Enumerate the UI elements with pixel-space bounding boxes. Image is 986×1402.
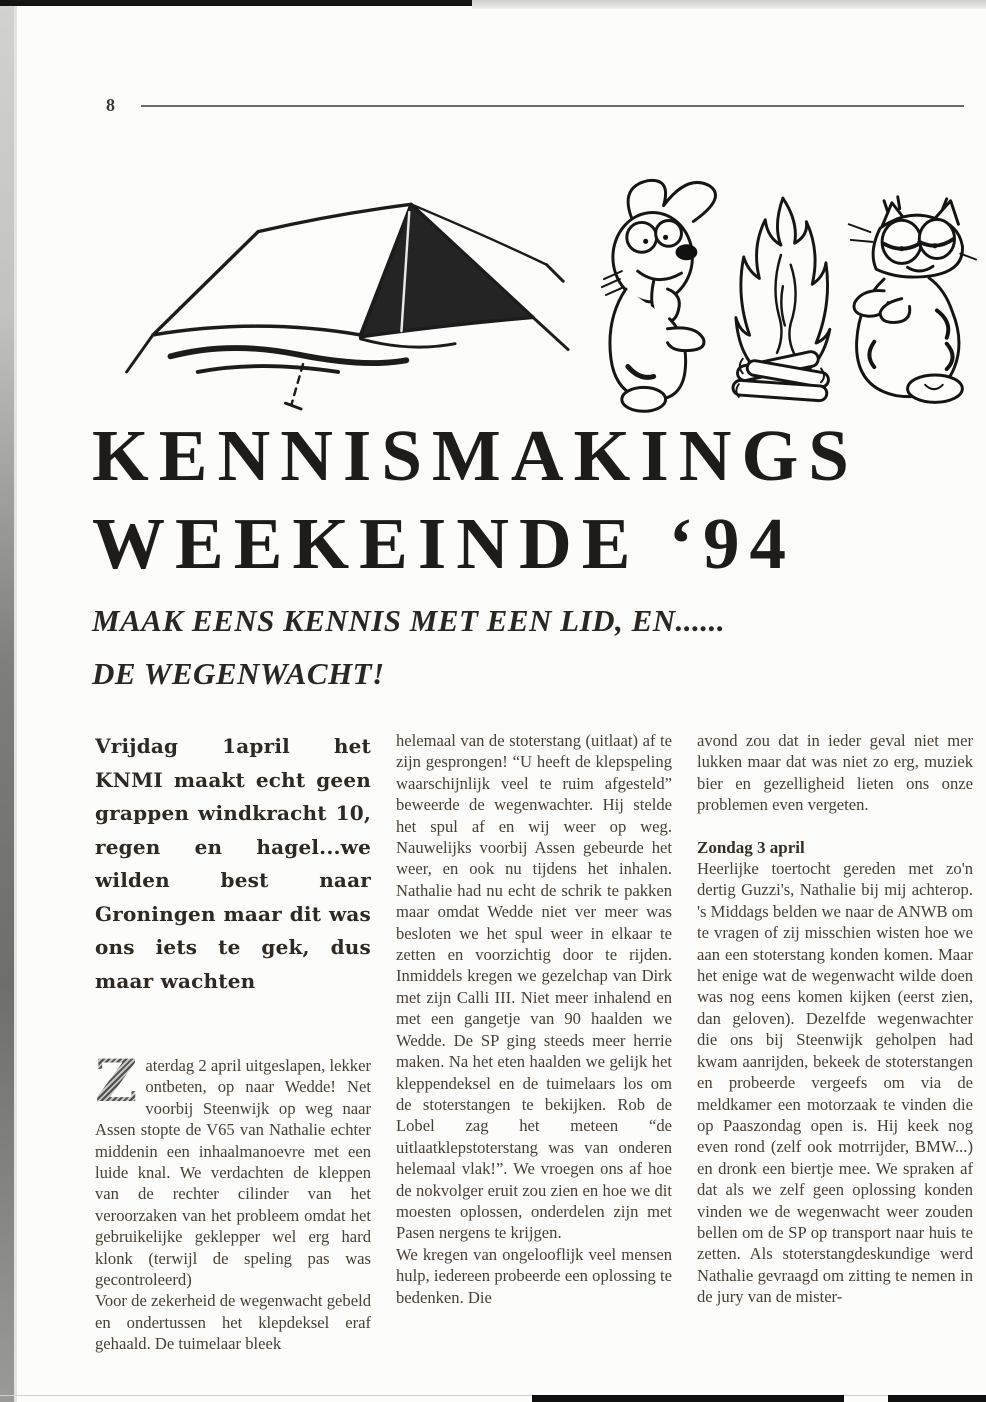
- lead-paragraph: Vrijdag 1april het KNMI maakt echt geen grappen windkracht 10, regen en hagel...we wilden best naar Groningen maar dit was ons iets te gek, dus maar wachten: [95, 734, 371, 993]
- next-page-photo-edge-right: [888, 1395, 986, 1402]
- next-page-photo-edge-left: [532, 1395, 844, 1402]
- column-1: [95, 730, 371, 1385]
- paragraph: Voor de zekerheid de wegenwacht gebeld en ondertussen het klepdeksel eraf gehaald. De tuimelaar bleek: [95, 1291, 371, 1354]
- paragraph: helemaal van de stoterstang (uitlaat) af te zijn gesprongen! “U heeft de klepspeling waarschijnlijk veel te ruim afgesteld” beweerde de wegenwachter. Hij stelde het spul af en wij weer op weg. Nauwelijks voorbij Assen gebeurde het weer, en ook nu tijdens het inhalen. Nathalie had nu echt de schrik te pakken maar omdat Wedde niet ver meer was besloten we het spul weer in elkaar te zetten en voorzichtig door te rijden. Inmiddels kregen we gezelchap van Dirk met zijn Calli III. Niet meer inhalend en met een gangetje van 90 haalden we Wedde. De SP ging steeds meer herrie maken. Na het eten haalden we gelijk het kleppendeksel en de tuimelaars los om de stoterstangen te bekijken. Rob de Lobel zag het meteen “de uitlaatklepstoterstang was van onderen helemaal vlak!”. We vroegen ons af hoe de nokvolger eruit zou zien en hoe we dit moesten oplossen, onderdelen zijn met Pasen nergens te krijgen.: [396, 731, 672, 1243]
- dropcap-letter: Z: [95, 1055, 145, 1104]
- scan-left-edge: [0, 0, 14, 1402]
- article-title-line2: WEEKEINDE ‘94: [92, 503, 796, 584]
- paragraph: [95, 1047, 371, 1290]
- cartoon-cat-icon: [841, 192, 978, 418]
- campfire-icon: [731, 184, 835, 414]
- paragraph: Heerlijke toertocht gereden met zo'n dertig Guzzi's, Nathalie bij mij achterop. 's Middags belden we naar de ANWB om te vragen of zij misschien wisten hoe we aan een stoterstang konden komen. Maar het enige wat de wegenwacht wilde doen was nog eens komen kijken (eerst zien, dan geloven). Dezelfde wegenwachter die ons bij Steenwijk geholpen had kwam aanrijden, bekeek de stoterstangen en probeerde vergeefs om via de meldkamer een motorzaak te vinden die op Paaszondag open is. Hij keek nog even rond (zelf ook motrrijder, BMW...) en dronk een biertje mee. We spraken af dat als we zelf geen oplossing konden vinden we de wegenwacht weer zouden bellen om de SP op transport naar huis te zetten. Als stoterstangdeskundige werd Nathalie gevraagd om zitting te nemen in de jury van de mister-: [697, 859, 973, 1307]
- page-header: [106, 95, 964, 116]
- header-rule: [141, 105, 964, 107]
- article-title-line1: KENNISMAKINGS: [92, 415, 859, 496]
- article-subtitle-line2: DE WEGENWACHT!: [92, 656, 385, 691]
- article-subtitle-line1: MAAK EENS KENNIS MET EEN LID, EN......: [92, 603, 726, 638]
- page-number: 8: [106, 95, 115, 115]
- cartoon-dog-icon: [598, 166, 727, 418]
- column-1-body: [95, 1047, 371, 1355]
- paragraph-text: aterdag 2 april uitgeslapen, lekker ontbeten, op naar Wedde! Net voorbij Steenwijk op weg naar Assen stopte de V65 van Nathalie echter middenin een inhaalmanoevre met een luide knal. We verdachten de kleppen van de rechter cilinder van het veroorzaken van het probleem omdat het gebruikelijke geklepper wel erg hard klonk (terwijl de speling pas was gecontroleerd): [95, 1056, 371, 1290]
- article-columns: [95, 730, 975, 1385]
- paragraph: avond zou dat in ieder geval niet mer lukken maar dat was niet zo erg, muziek bier en gezelligheid lieten ons onze problemen even vergeten.: [697, 731, 973, 815]
- paragraph: We kregen van ongelooflijk veel mensen hulp, iedereen probeerde een oplossing te bedenken. Die: [396, 1244, 672, 1307]
- column-3: [697, 730, 973, 1385]
- scan-top-edge-dark: [0, 0, 472, 6]
- section-subheading: Zondag 3 april: [697, 837, 805, 857]
- illustration-strip: [112, 150, 978, 418]
- scan-top-edge-gray: [472, 0, 986, 9]
- column-2: [396, 730, 672, 1385]
- article-title-block: [92, 412, 980, 700]
- scan-left-edge-highlight: [14, 0, 17, 1402]
- tent-sketch-icon: [112, 168, 570, 418]
